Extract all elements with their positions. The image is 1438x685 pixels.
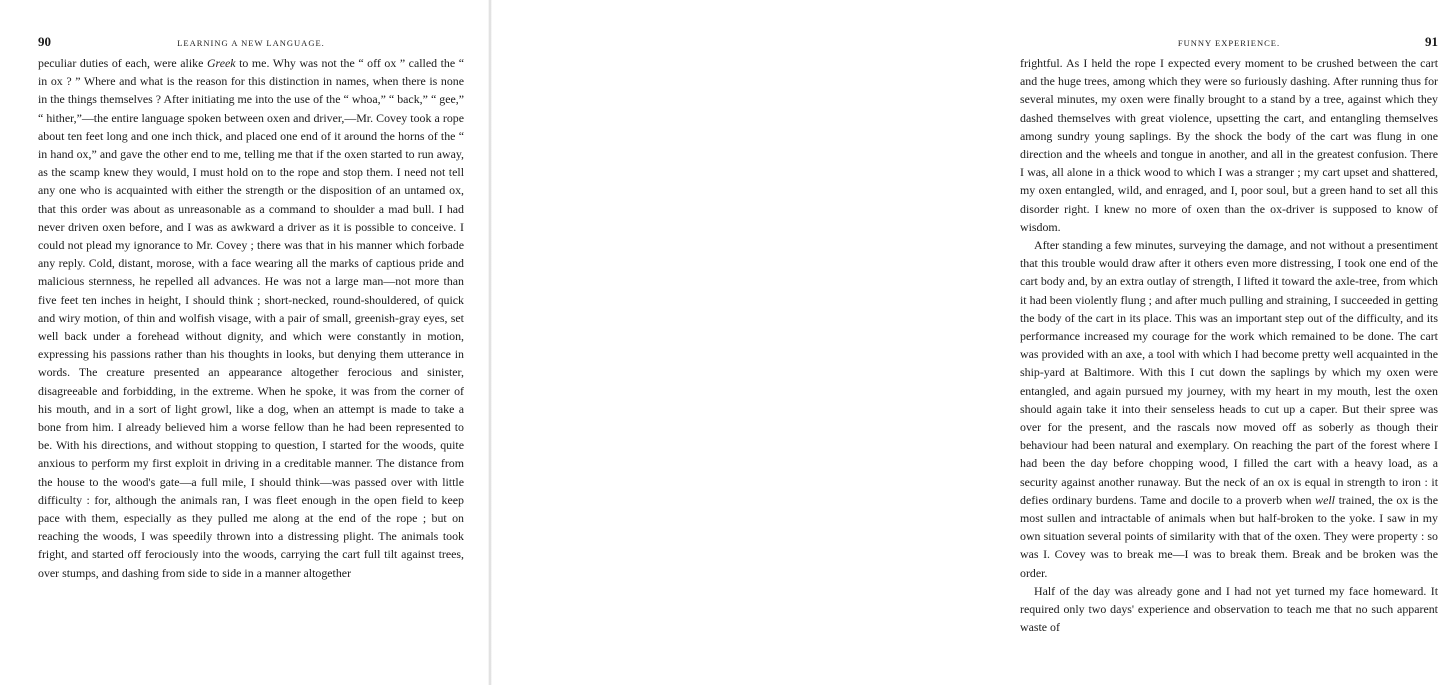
- paragraph: [38, 54, 464, 582]
- page-number-left: 90: [38, 34, 51, 49]
- right-page-body: [1020, 54, 1438, 637]
- paragraph-text: peculiar duties of each, were alike: [38, 56, 207, 70]
- right-page: [490, 0, 1438, 685]
- left-page-body: [38, 54, 464, 582]
- paragraph: [1020, 236, 1438, 582]
- right-page-header: [1020, 34, 1438, 50]
- page-number-right: 91: [1425, 34, 1438, 49]
- running-head-left: LEARNING A NEW LANGUAGE.: [177, 38, 325, 48]
- paragraph: frightful. As I held the rope I expected every moment to be crushed between the cart and the huge trees, among which they were so furiously dashing. After running thus for several minutes, my oxen were finally brought to a stand by a tree, against which they dashed themselves with great violence, upsetting the cart, and entangling themselves among sundry young saplings. By the shock the body of the cart was flung in one direction and the wheels and tongue in another, and all in the greatest confusion. There I was, all alone in a thick wood to which I was a stranger ; my cart upset and shattered, my oxen entangled, wild, and enraged, and I, poor soul, but a green hand to set all this disorder right. I knew no more of oxen than the ox-driver is supposed to know of wisdom.: [1020, 56, 1438, 234]
- running-head-right: FUNNY EXPERIENCE.: [1177, 38, 1281, 48]
- italic-word: well: [1315, 492, 1335, 507]
- left-page-header: [38, 34, 464, 50]
- paragraph: Half of the day was already gone and I had not yet turned my face homeward. It required only two days' experience and observation to teach me that no such apparent waste of: [1020, 583, 1438, 635]
- left-page: [0, 0, 490, 685]
- paragraph-text: trained, the ox is the most sullen and intractable of animals when but half-broken to the yoke. I saw in my own situation several points of similarity with that of the oxen. They were property : so was I. Covey was to break me—I was to break them. Break and be broken was the order.: [1020, 492, 1438, 580]
- italic-word: Greek: [206, 56, 236, 70]
- paragraph-text: to me. Why was not the “ off ox ” called the “ in ox ? ” Where and what is the reason for this distinction in names, when there is none in the things themselves ? After initiating me into the use of the “ whoa,” “ back,” “ gee,” “ hither,”—the entire language spoken between oxen and driver,—Mr. Covey took a rope about ten feet long and one inch thick, and placed one end of it around the horns of the “ in hand ox,” and gave the other end to me, telling me that if the oxen started to run away, as the scamp knew they would, I must hold on to the rope and stop them. I need not tell any one who is acquainted with either the strength or the disposition of an untamed ox, that this order was about as unreasonable as a command to shoulder a mad bull. I had never driven oxen before, and I was as awkward a driver as it is possible to conceive. I could not plead my ignorance to Mr. Covey ; there was that in his manner which forbade any reply. Cold, distant, morose, with a face wearing all the marks of captious pride and malicious sternness, he repelled all advances. He was not a large man—not more than five feet ten inches in height, I should think ; short-necked, round-shouldered, of quick and wiry motion, of thin and wolfish visage, with a pair of small, greenish-gray eyes, set well back under a forehead without dignity, and which were constantly in motion, expressing his passions rather than his thoughts in looks, but denying them utterance in words. The creature presented an appearance altogether ferocious and sinister, disagreeable and forbidding, in the extreme. When he spoke, it was from the corner of his mouth, and in a sort of light growl, like a dog, when an attempt is made to take a bone from him. I already believed him a worse fellow than he had been represented to be. With his directions, and without stopping to question, I started for the woods, quite anxious to perform my first exploit in driving in a creditable manner. The distance from the house to the wood's gate—a full mile, I should think—was passed over with little difficulty : for, although the animals ran, I was fleet enough in the open field to keep pace with them, especially as they pulled me along at the end of the rope ; but on reaching the woods, I was speedily thrown into a distressing plight. The animals took fright, and started off ferociously into the woods, carrying the cart full tilt against trees, over stumps, and dashing from side to side in a manner altogether: [38, 56, 464, 580]
- paragraph-text: After standing a few minutes, surveying the damage, and not without a presentiment that this trouble would draw after it others even more distressing, I took one end of the cart body and, by an extra outlay of strength, I lifted it toward the axle-tree, from which it had been violently flung ; and after much pulling and straining, I succeeded in getting the body of the cart in its place. This was an important step out of the difficulty, and its performance increased my courage for the work which remained to be done. The cart was provided with an axe, a tool with which I had become pretty well acquainted in the ship-yard at Baltimore. With this I cut down the saplings by which my oxen were entangled, and again pursued my journey, with my heart in my mouth, lest the oxen should again take it into their senseless heads to cut up a caper. But their spree was over for the present, and the rascals now moved off as soberly as though their behaviour had been natural and exemplary. On reaching the part of the forest where I had been the day before chopping wood, I filled the cart with a heavy load, as a security against another runaway. But the neck of an ox is equal in strength to iron : it defies ordinary burdens. Tame and docile to a proverb when: [1020, 238, 1438, 507]
